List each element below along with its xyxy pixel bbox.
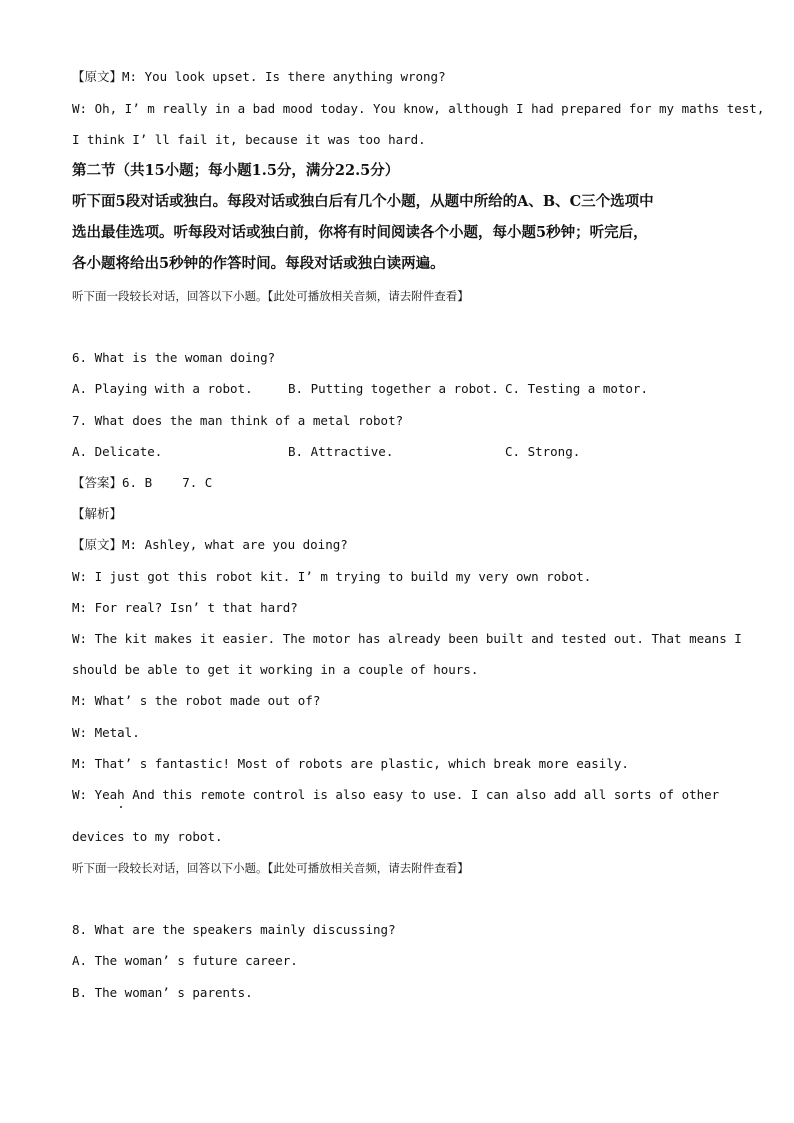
audio-prompt: 听下面一段较长对话，回答以下小题。【此处可播放相关音频，请去附件查看】 [72,289,469,303]
transcript-line: M: For real? Isn’ t that hard? [72,600,298,615]
question-stem: 7. What does the man think of a metal robot? [72,413,404,428]
instruction-line: 各小题将给出5秒钟的作答时间。每段对话或独白读两遍。 [72,255,445,272]
stray-mark [120,806,122,808]
transcript-line: 【原文】M: You look upset. Is there anything wrong? [72,69,446,84]
transcript-line: I think I’ ll fail it, because it was too hard. [72,132,426,147]
transcript-line: W: Yeah And this remote control is also easy to use. I can also add all sorts of other [72,787,720,802]
option-c: C. Testing a motor. [505,381,648,396]
option-a: A. Playing with a robot. [72,381,253,396]
audio-prompt: 听下面一段较长对话，回答以下小题。【此处可播放相关音频，请去附件查看】 [72,861,469,875]
question-stem: 8. What are the speakers mainly discussing? [72,922,396,937]
transcript-line: 【原文】M: Ashley, what are you doing? [72,537,348,552]
option-b: B. Putting together a robot. [288,381,499,396]
option-c: C. Strong. [505,444,581,459]
analysis-label: 【解析】 [72,506,123,521]
transcript-line: devices to my robot. [72,829,223,844]
transcript-line: W: The kit makes it easier. The motor has already been built and tested out. That means I [72,631,742,646]
transcript-line: W: Metal. [72,725,140,740]
instruction-line: 听下面5段对话或独白。每段对话或独白后有几个小题，从题中所给的A、B、C三个选项中 [72,193,654,210]
instruction-line: 选出最佳选项。听每段对话或独白前，你将有时间阅读各个小题，每小题5秒钟；听完后， [72,224,648,241]
transcript-line: M: What’ s the robot made out of? [72,693,321,708]
transcript-line: W: I just got this robot kit. I’ m trying to build my very own robot. [72,569,592,584]
transcript-line: M: That’ s fantastic! Most of robots are plastic, which break more easily. [72,756,629,771]
option-a: A. The woman’ s future career. [72,953,298,968]
transcript-line: W: Oh, I’ m really in a bad mood today. You know, although I had prepared for my maths test, [72,101,765,116]
answer-key: 【答案】6. B 7. C [72,475,213,490]
question-stem: 6. What is the woman doing? [72,350,276,365]
option-b: B. Attractive. [288,444,394,459]
section-heading: 第二节（共15小题；每小题1.5分，满分22.5分） [72,162,400,179]
option-a: A. Delicate. [72,444,163,459]
option-b: B. The woman’ s parents. [72,985,253,1000]
transcript-line: should be able to get it working in a couple of hours. [72,662,479,677]
